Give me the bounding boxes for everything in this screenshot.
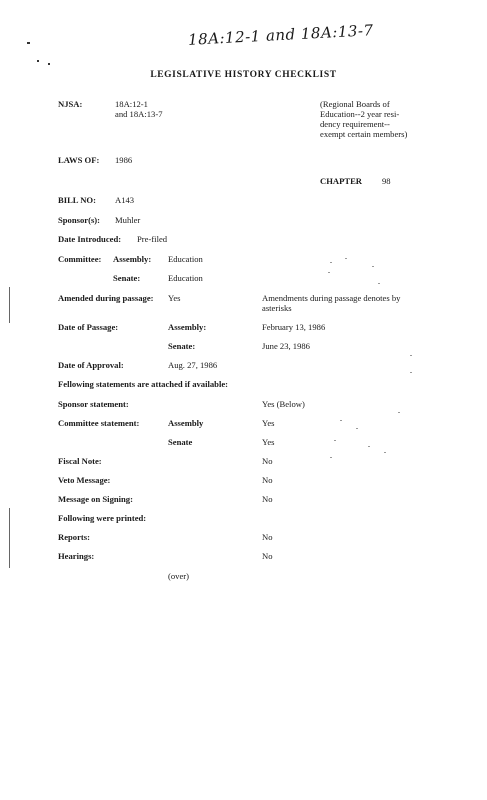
njsa-description-line1: (Regional Boards of <box>320 99 390 109</box>
scan-speck <box>410 372 412 373</box>
njsa-value-line2: and 18A:13-7 <box>115 109 163 119</box>
committee-statement-label: Committee statement: <box>58 418 140 428</box>
passage-senate-label: Senate: <box>168 341 196 351</box>
njsa-description-line4: exempt certain members) <box>320 129 408 139</box>
scan-mark <box>37 60 39 62</box>
footer-over: (over) <box>168 571 189 581</box>
reports-label: Reports: <box>58 532 90 542</box>
scan-speck <box>398 412 400 413</box>
scan-speck <box>378 283 380 284</box>
scan-speck <box>328 272 330 273</box>
chapter-value: 98 <box>382 176 391 186</box>
scan-speck <box>368 446 370 447</box>
date-introduced-value: Pre-filed <box>137 234 168 244</box>
committee-statement-assembly-label: Assembly <box>168 418 204 428</box>
message-on-signing-label: Message on Signing: <box>58 494 133 504</box>
margin-line <box>9 287 10 323</box>
sponsors-value: Muhler <box>115 215 141 225</box>
passage-assembly-label: Assembly: <box>168 322 207 332</box>
veto-message-value: No <box>262 475 273 485</box>
chapter-label: CHAPTER <box>320 176 363 186</box>
passage-assembly-value: February 13, 1986 <box>262 322 326 332</box>
page-title: LEGISLATIVE HISTORY CHECKLIST <box>150 70 337 80</box>
bill-no-value: A143 <box>115 195 135 205</box>
committee-statement-senate-value: Yes <box>262 437 275 447</box>
scan-speck <box>330 457 332 458</box>
scan-speck <box>334 440 336 441</box>
committee-senate-value: Education <box>168 273 203 283</box>
laws-of-label: LAWS OF: <box>58 155 100 165</box>
date-of-approval-value: Aug. 27, 1986 <box>168 360 218 370</box>
amended-label: Amended during passage: <box>58 293 154 303</box>
hearings-label: Hearings: <box>58 551 95 561</box>
date-introduced-label: Date Introduced: <box>58 234 122 244</box>
scan-speck <box>372 266 374 267</box>
scan-speck <box>384 452 386 453</box>
committee-senate-label: Senate: <box>113 273 141 283</box>
njsa-value-line1: 18A:12-1 <box>115 99 148 109</box>
statements-heading: Fellowing statements are attached if available: <box>58 379 229 389</box>
handwritten-note: 18A:12-1 and 18A:13-7 <box>187 21 374 49</box>
sponsor-statement-label: Sponsor statement: <box>58 399 129 409</box>
njsa-description-line3: dency requirement-- <box>320 119 390 129</box>
margin-line <box>9 508 10 568</box>
passage-senate-value: June 23, 1986 <box>262 341 310 351</box>
scan-speck <box>356 428 358 429</box>
scan-mark <box>48 63 50 65</box>
scan-speck <box>345 258 347 259</box>
date-of-approval-label: Date of Approval: <box>58 360 124 370</box>
amended-note-line1: Amendments during passage denotes by <box>262 293 401 303</box>
committee-assembly-value: Education <box>168 254 203 264</box>
fiscal-note-label: Fiscal Note: <box>58 456 102 466</box>
laws-of-value: 1986 <box>115 155 133 165</box>
hearings-value: No <box>262 551 273 561</box>
scan-mark <box>27 42 30 44</box>
veto-message-label: Veto Message: <box>58 475 111 485</box>
committee-statement-assembly-value: Yes <box>262 418 275 428</box>
sponsor-statement-value: Yes (Below) <box>262 399 305 409</box>
sponsors-label: Sponsor(s): <box>58 215 101 225</box>
date-of-passage-label: Date of Passage: <box>58 322 119 332</box>
fiscal-note-value: No <box>262 456 273 466</box>
committee-statement-senate-label: Senate <box>168 437 193 447</box>
scan-speck <box>330 262 332 263</box>
scan-speck <box>340 420 342 421</box>
amended-note-line2: asterisks <box>262 303 292 313</box>
printed-heading: Following were printed: <box>58 513 147 523</box>
scan-speck <box>410 355 412 356</box>
njsa-description-line2: Education--2 year resi- <box>320 109 400 119</box>
committee-assembly-label: Assembly: <box>113 254 152 264</box>
message-on-signing-value: No <box>262 494 273 504</box>
committee-label: Committee: <box>58 254 102 264</box>
njsa-label: NJSA: <box>58 99 83 109</box>
bill-no-label: BILL NO: <box>58 195 96 205</box>
amended-value: Yes <box>168 293 181 303</box>
reports-value: No <box>262 532 273 542</box>
